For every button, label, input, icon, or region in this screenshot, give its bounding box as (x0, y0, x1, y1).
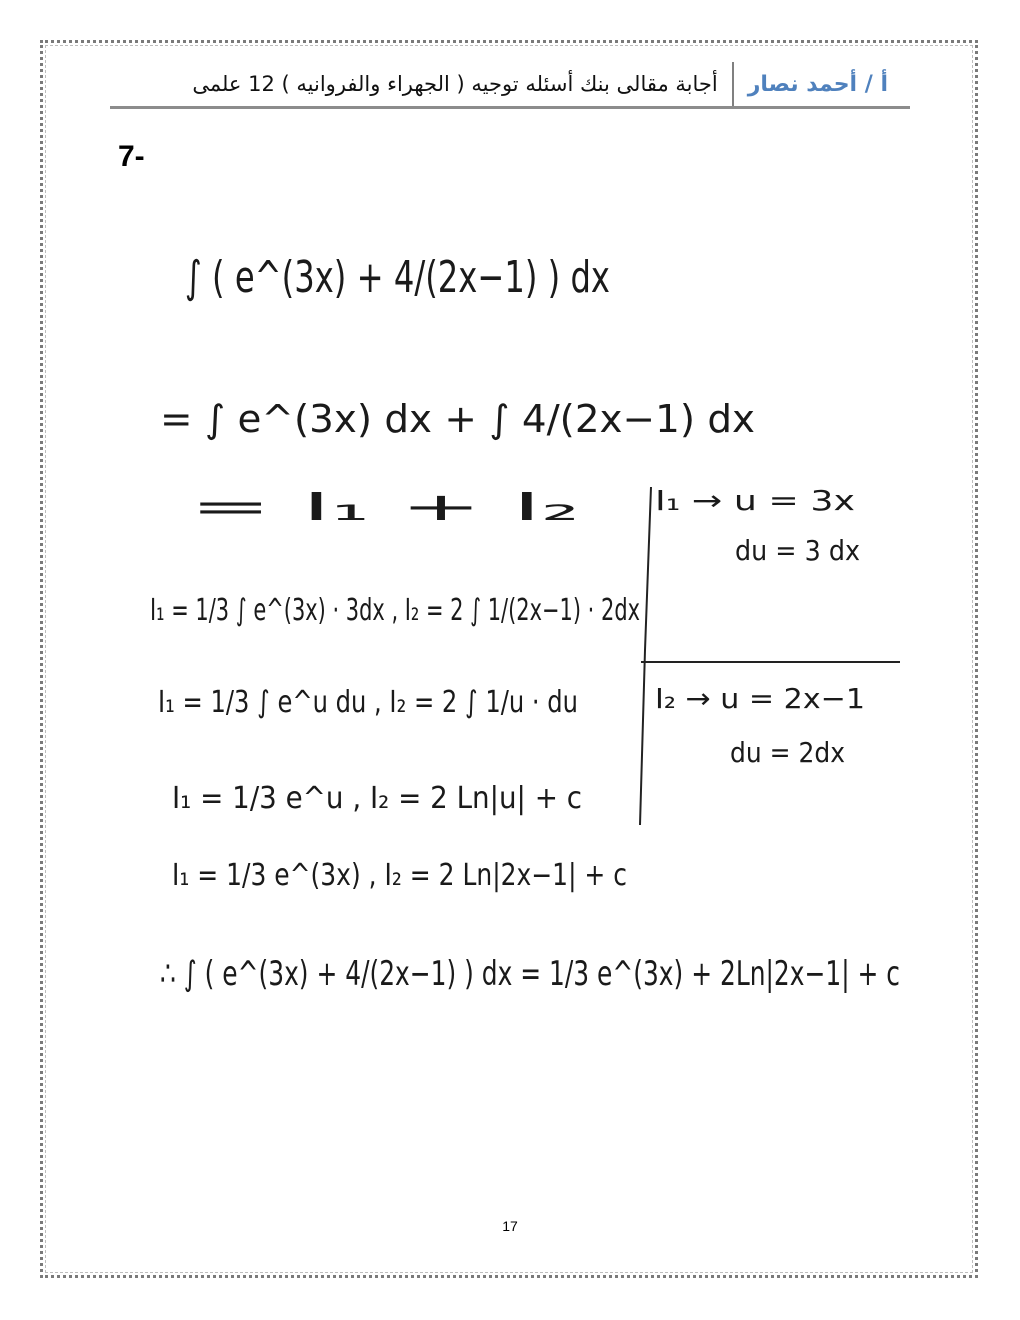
solution-line-2: = ∫ e^(3x) dx + ∫ 4/(2x−1) dx (160, 397, 755, 441)
header-author: أ / أحمد نصار (747, 71, 888, 97)
solution-line-8: ∴ ∫ ( e^(3x) + 4/(2x−1) ) dx = 1/3 e^(3x) + 2Ln|2x−1| + c (160, 954, 900, 994)
question-number: 7- (118, 140, 145, 173)
solution-line-5: I₁ = 1/3 ∫ e^u du , I₂ = 2 ∫ 1/u · du (158, 685, 578, 720)
solution-line-3: = I₁ + I₂ (190, 485, 580, 529)
side-note-du1: du = 3 dx (735, 534, 860, 567)
side-note-u2: I₂ → u = 2x−1 (655, 682, 865, 715)
side-box-vertical-line (640, 487, 651, 825)
solution-line-4: I₁ = 1/3 ∫ e^(3x) · 3dx , I₂ = 2 ∫ 1/(2x−1) · 2dx (150, 593, 640, 628)
side-note-du2: du = 2dx (730, 736, 845, 769)
solution-line-7: I₁ = 1/3 e^(3x) , I₂ = 2 Ln|2x−1| + c (172, 858, 627, 893)
side-note-u1: I₁ → u = 3x (655, 484, 855, 517)
page-number: 17 (502, 1218, 518, 1234)
solution-line-1: ∫ ( e^(3x) + 4/(2x−1) ) dx (185, 252, 610, 303)
header-title: أجابة مقالى بنك أسئله توجيه ( الجهراء والفروانيه ) 12 علمى (192, 72, 718, 96)
solution-line-6: I₁ = 1/3 e^u , I₂ = 2 Ln|u| + c (172, 781, 582, 816)
